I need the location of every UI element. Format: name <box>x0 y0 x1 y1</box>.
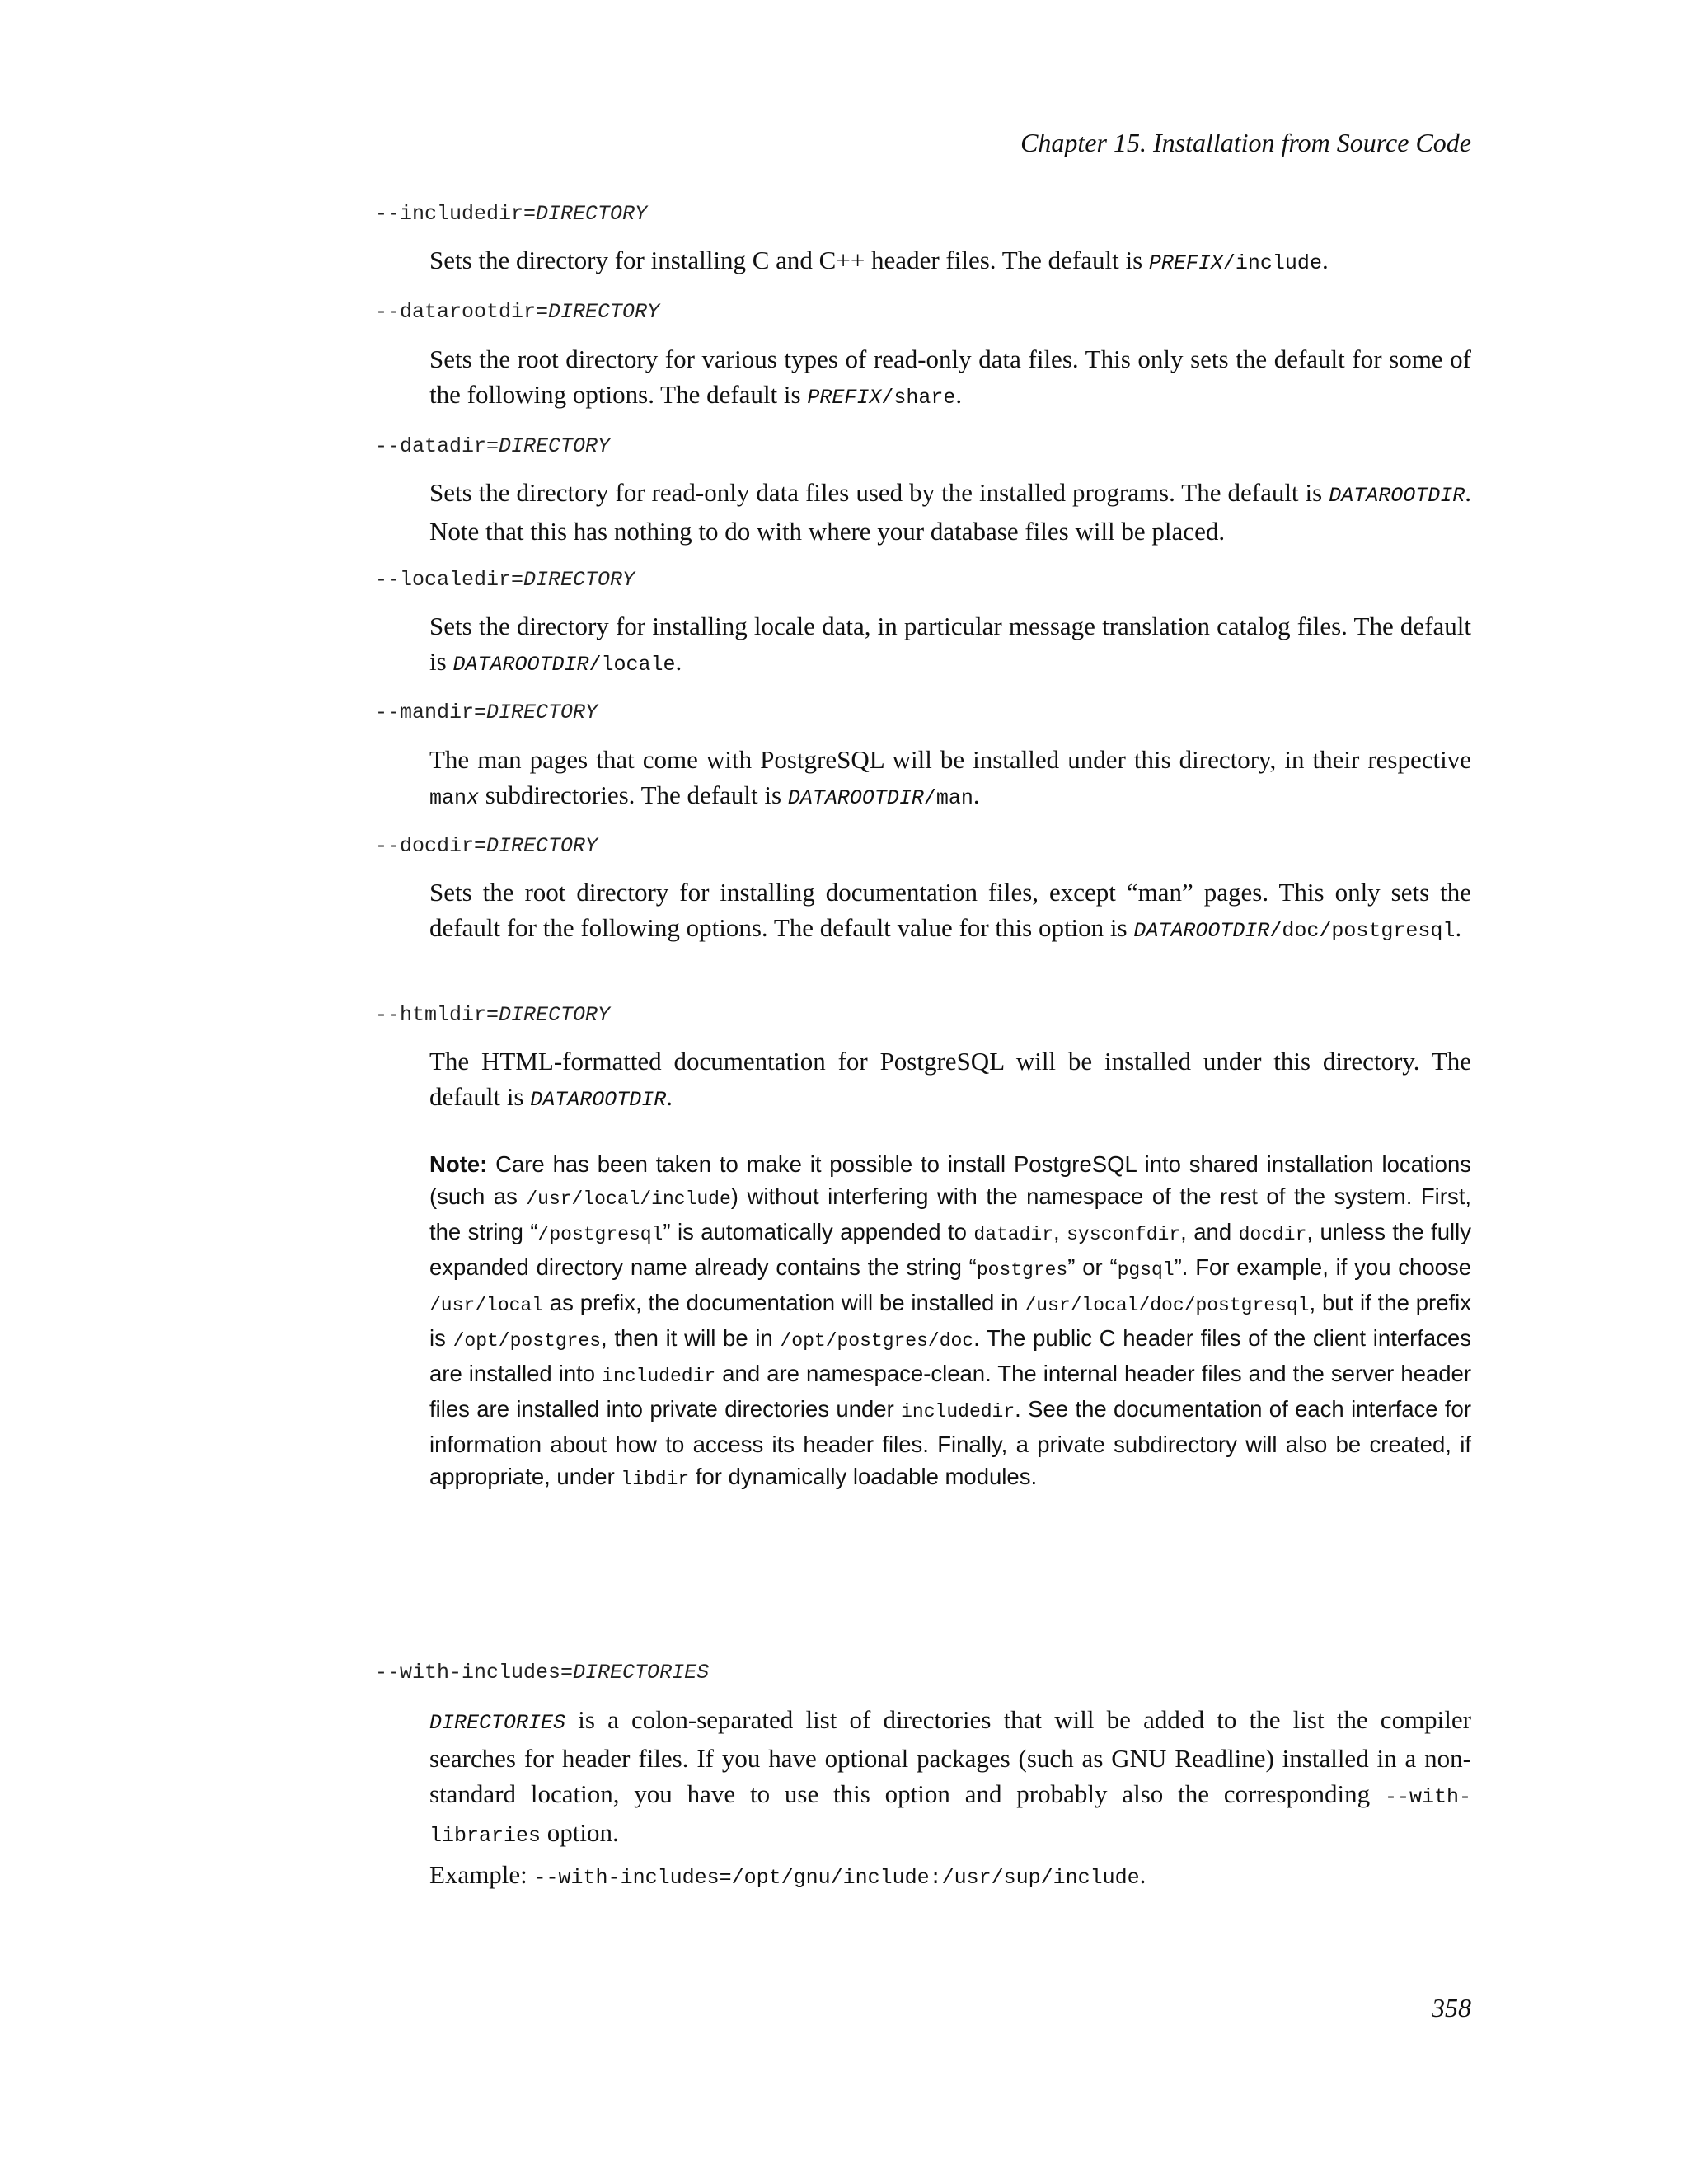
note-text: . See the documentation of each interface for information about how to access its header files. Finally, a private subdirectory will also be created, if appropriate, under <box>429 1396 1471 1489</box>
desc-text: is a colon-separated list of directories that will be added to the list the compiler searches for header files. If you have optional packages (such as GNU Readline) installed in a non-standard location, you have to use this option and probably also the corresponding <box>429 1705 1471 1808</box>
note-text: ” or “ <box>1067 1254 1118 1280</box>
option-datadir <box>375 434 610 458</box>
desc-text: The HTML-formatted documentation for PostgreSQL will be installed under this directory. The default is <box>429 1047 1471 1111</box>
note-code: includedir <box>602 1366 716 1387</box>
desc-text: . Note that this has nothing to do with where your database files will be placed. <box>429 478 1471 546</box>
option-arg: DIRECTORY <box>548 300 660 324</box>
desc-mandir <box>429 742 1471 816</box>
code-path: /include <box>1222 251 1322 275</box>
option-arg: DIRECTORY <box>486 701 598 724</box>
desc-text: subdirectories. The default is <box>479 780 788 809</box>
note-code: /opt/postgres <box>452 1330 602 1352</box>
running-header: Chapter 15. Installation from Source Code <box>1020 128 1471 157</box>
code-placeholder: DATAROOTDIR <box>787 786 924 810</box>
note-code: postgres <box>976 1259 1068 1281</box>
option-mandir <box>375 701 598 724</box>
desc-datadir <box>429 475 1471 549</box>
note-label: Note: <box>429 1151 488 1177</box>
note-code: includedir <box>901 1401 1015 1422</box>
note-text: , but if the prefix is <box>429 1290 1471 1351</box>
code-placeholder: DATAROOTDIR <box>1329 484 1465 508</box>
option-datarootdir <box>375 300 659 324</box>
code-placeholder: PREFIX <box>807 386 882 410</box>
desc-text: Sets the directory for read-only data files used by the installed programs. The default is <box>429 478 1329 507</box>
code-placeholder: DIRECTORIES <box>429 1711 566 1735</box>
code-placeholder: DATAROOTDIR <box>530 1088 667 1112</box>
option-includedir <box>375 202 647 226</box>
example-label: Example: <box>429 1860 534 1889</box>
note-code: libdir <box>621 1469 690 1490</box>
code-placeholder: PREFIX <box>1148 251 1223 275</box>
option-docdir <box>375 834 598 858</box>
code-path: --with-libraries <box>429 1785 1471 1848</box>
desc-text: . <box>1455 913 1462 942</box>
option-flag: --mandir= <box>375 701 487 724</box>
note-text: ”. For example, if you choose <box>1174 1254 1471 1280</box>
option-with-includes <box>375 1661 709 1685</box>
desc-text: . <box>1139 1860 1146 1889</box>
option-flag: --includedir= <box>375 202 537 226</box>
note-text: as prefix, the documentation will be installed in <box>543 1290 1025 1315</box>
code-placeholder: DATAROOTDIR <box>1133 919 1270 943</box>
page-number: 358 <box>1432 1993 1471 2022</box>
desc-text: . <box>675 647 682 676</box>
desc-text: . <box>1321 246 1329 274</box>
desc-text: Sets the directory for installing locale data, in particular message translation catalog files. The default is <box>429 612 1471 676</box>
option-flag: --datadir= <box>375 434 499 458</box>
option-flag: --with-includes= <box>375 1661 574 1685</box>
note-block <box>429 1148 1471 1496</box>
code-path: man <box>429 786 467 810</box>
code-path: /locale <box>588 653 676 677</box>
desc-text: . <box>955 380 963 409</box>
desc-docdir <box>429 874 1471 949</box>
note-code: /postgresql <box>537 1224 663 1245</box>
desc-text: . <box>666 1082 673 1111</box>
option-arg: DIRECTORY <box>499 1003 611 1027</box>
note-code: /usr/local/include <box>526 1188 731 1210</box>
option-arg: DIRECTORY <box>536 202 648 226</box>
desc-datarootdir <box>429 341 1471 415</box>
note-text: Care has been taken to make it possible to install PostgreSQL into shared installation locations (such as <box>429 1151 1471 1209</box>
desc-localedir <box>429 608 1471 682</box>
note-text: , then it will be in <box>601 1325 781 1351</box>
code-placeholder: x <box>467 786 480 810</box>
note-text: , and <box>1180 1219 1239 1244</box>
code-placeholder: DATAROOTDIR <box>452 653 589 677</box>
desc-text: Sets the root directory for various types of read-only data files. This only sets the default for some of the following options. The default is <box>429 344 1471 409</box>
option-arg: DIRECTORY <box>523 568 635 592</box>
note-code: /usr/local/doc/postgresql <box>1025 1295 1310 1316</box>
desc-with-includes <box>429 1702 1471 1854</box>
code-path: /man <box>923 786 973 810</box>
option-flag: --docdir= <box>375 834 487 858</box>
desc-htmldir <box>429 1043 1471 1118</box>
desc-text: Sets the root directory for installing documentation files, except “man” pages. This only sets the default for the following options. The default value for this option is <box>429 878 1471 942</box>
desc-text: The man pages that come with PostgreSQL will be installed under this directory, in their respective <box>429 745 1471 774</box>
note-text: , <box>1053 1219 1067 1244</box>
note-text: for dynamically loadable modules. <box>689 1464 1038 1489</box>
option-htmldir <box>375 1003 610 1027</box>
note-text: , unless the fully expanded directory name already contains the string “ <box>429 1219 1471 1280</box>
note-code: /opt/postgres/doc <box>780 1330 974 1352</box>
note-text: ) without interfering with the namespace of the rest of the system. First, the string “ <box>429 1183 1471 1244</box>
option-flag: --htmldir= <box>375 1003 499 1027</box>
example-code: --with-includes=/opt/gnu/include:/usr/sup/include <box>533 1866 1140 1890</box>
note-code: datadir <box>973 1224 1054 1245</box>
desc-text: . <box>973 780 980 809</box>
note-text: . The public C header files of the client interfaces are installed into <box>429 1325 1472 1386</box>
note-code: /usr/local <box>429 1295 544 1316</box>
example-with-includes <box>429 1857 1471 1896</box>
note-text: ” is automatically appended to <box>663 1219 974 1244</box>
code-path: /share <box>881 386 956 410</box>
desc-includedir <box>429 242 1471 281</box>
option-arg: DIRECTORY <box>486 834 598 858</box>
option-arg: DIRECTORY <box>499 434 611 458</box>
desc-text: Sets the directory for installing C and C++ header files. The default is <box>429 246 1149 274</box>
note-code: docdir <box>1238 1224 1307 1245</box>
note-code: sysconfdir <box>1067 1224 1181 1245</box>
desc-text: option. <box>541 1818 619 1847</box>
option-flag: --datarootdir= <box>375 300 549 324</box>
code-path: /doc/postgresql <box>1269 919 1456 943</box>
option-localedir <box>375 568 635 592</box>
option-arg: DIRECTORIES <box>573 1661 710 1685</box>
note-text: and are namespace-clean. The internal header files and the server header files are installed into private directories under <box>429 1361 1471 1422</box>
option-flag: --localedir= <box>375 568 524 592</box>
note-code: pgsql <box>1117 1259 1175 1281</box>
